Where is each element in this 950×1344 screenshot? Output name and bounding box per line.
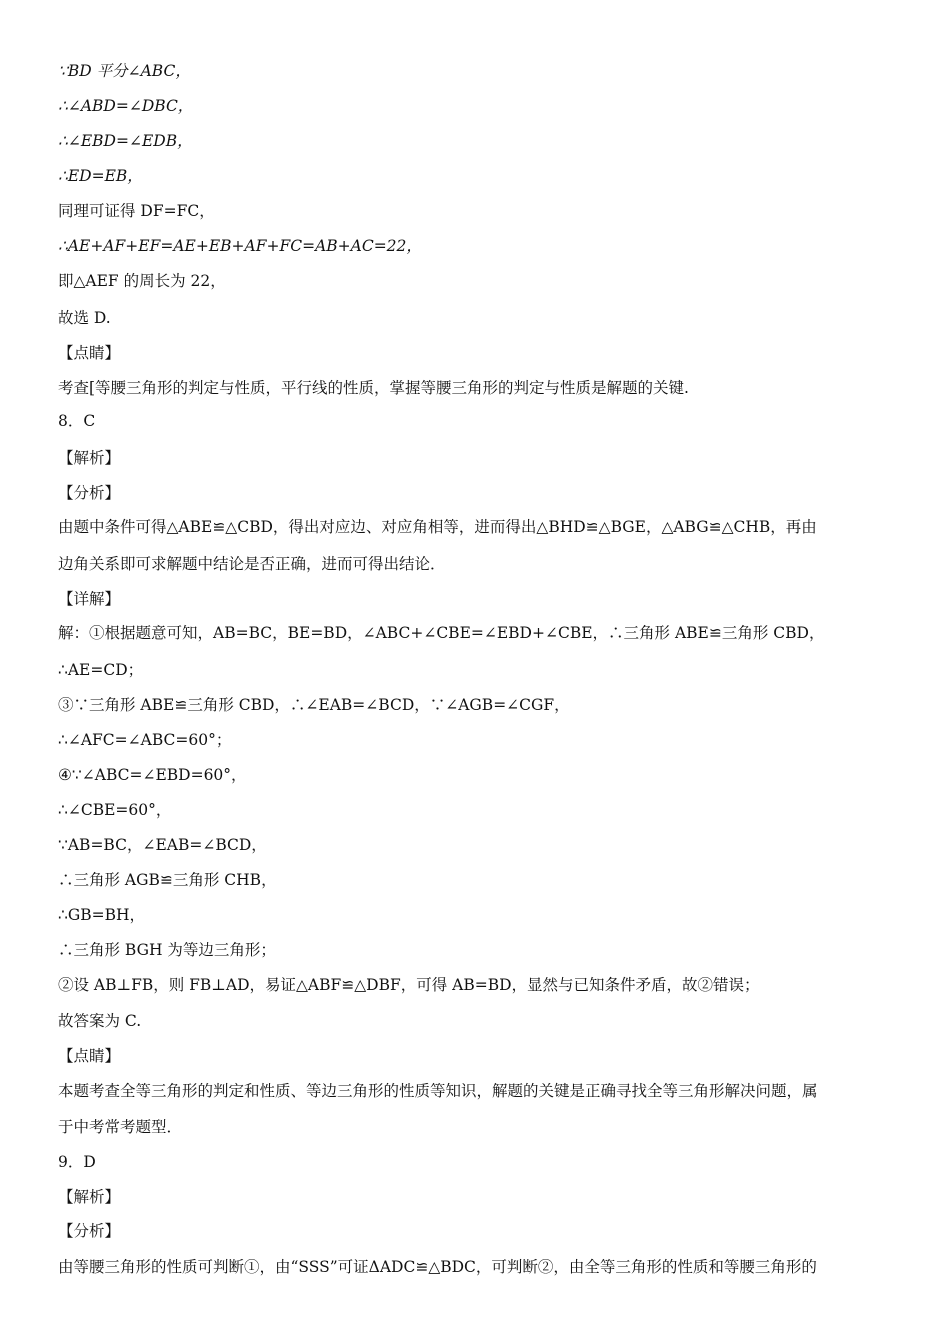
text-line: ∴GB=BH， (58, 906, 146, 924)
section-heading: 【分析】 (58, 1222, 121, 1240)
text-line: ∴AE+AF+EF=AE+EB+AF+FC=AB+AC=22， (58, 237, 422, 255)
text-line: ∵AB=BC，∠EAB=∠BCD， (58, 836, 267, 854)
text-line: 解：①根据题意可知，AB=BC，BE=BD，∠ABC+∠CBE=∠EBD+∠CBE，∴三角形 ABE≌三角形 CBD， (58, 624, 825, 642)
text-line: ③∵三角形 ABE≌三角形 CBD，∴∠EAB=∠BCD，∵∠AGB=∠CGF， (58, 696, 570, 714)
text-line: ∴AE=CD； (58, 661, 144, 679)
text-line: ∴∠CBE=60°， (58, 801, 172, 819)
text-line: 即△AEF 的周长为 22， (58, 272, 226, 290)
text-line: ∵BD 平分∠ABC， (58, 62, 191, 80)
question-answer: 9．D (58, 1153, 96, 1171)
text-line: ∴∠ABD=∠DBC， (58, 97, 194, 115)
text-line: 故答案为 C. (58, 1012, 142, 1030)
text-line: 于中考常考题型． (58, 1118, 183, 1136)
section-heading: 【解析】 (58, 1188, 121, 1206)
section-heading: 【点睛】 (58, 1047, 121, 1065)
text-line: 边角关系即可求解题中结论是否正确，进而可得出结论． (58, 555, 446, 573)
text-line: 故选 D. (58, 309, 111, 327)
text-line: 由等腰三角形的性质可判断①，由“SSS”可证ΔADC≌△BDC，可判断②，由全等三角形的性质和等腰三角形的 (58, 1258, 817, 1276)
text-line: ∴ED=EB， (58, 167, 143, 185)
text-line: ∴三角形 BGH 为等边三角形； (58, 941, 276, 959)
section-heading: 【详解】 (58, 590, 121, 608)
text-line: ∴∠EBD=∠EDB， (58, 132, 193, 150)
section-heading: 【解析】 (58, 449, 121, 467)
text-line: ∴∠AFC=∠ABC=60°； (58, 731, 232, 749)
text-line: 考查[等腰三角形的判定与性质，平行线的性质，掌握等腰三角形的判定与性质是解题的关键. (58, 379, 689, 397)
text-line: ∴三角形 AGB≌三角形 CHB， (58, 871, 277, 889)
section-heading: 【点睛】 (58, 344, 121, 362)
text-line: 由题中条件可得△ABE≌△CBD，得出对应边、对应角相等，进而得出△BHD≌△BGE，△ABG≌△CHB，再由 (58, 518, 817, 536)
text-line: ②设 AB⊥FB，则 FB⊥AD，易证△ABF≌△DBF，可得 AB=BD，显然与已知条件矛盾，故②错误； (58, 976, 760, 994)
text-line: 同理可证得 DF=FC， (58, 202, 215, 220)
text-line: 本题考查全等三角形的判定和性质、等边三角形的性质等知识，解题的关键是正确寻找全等三角形解决问题，属 (58, 1082, 818, 1100)
text-line: ④∵∠ABC=∠EBD=60°， (58, 766, 247, 784)
section-heading: 【分析】 (58, 484, 121, 502)
question-answer: 8．C (58, 412, 96, 430)
